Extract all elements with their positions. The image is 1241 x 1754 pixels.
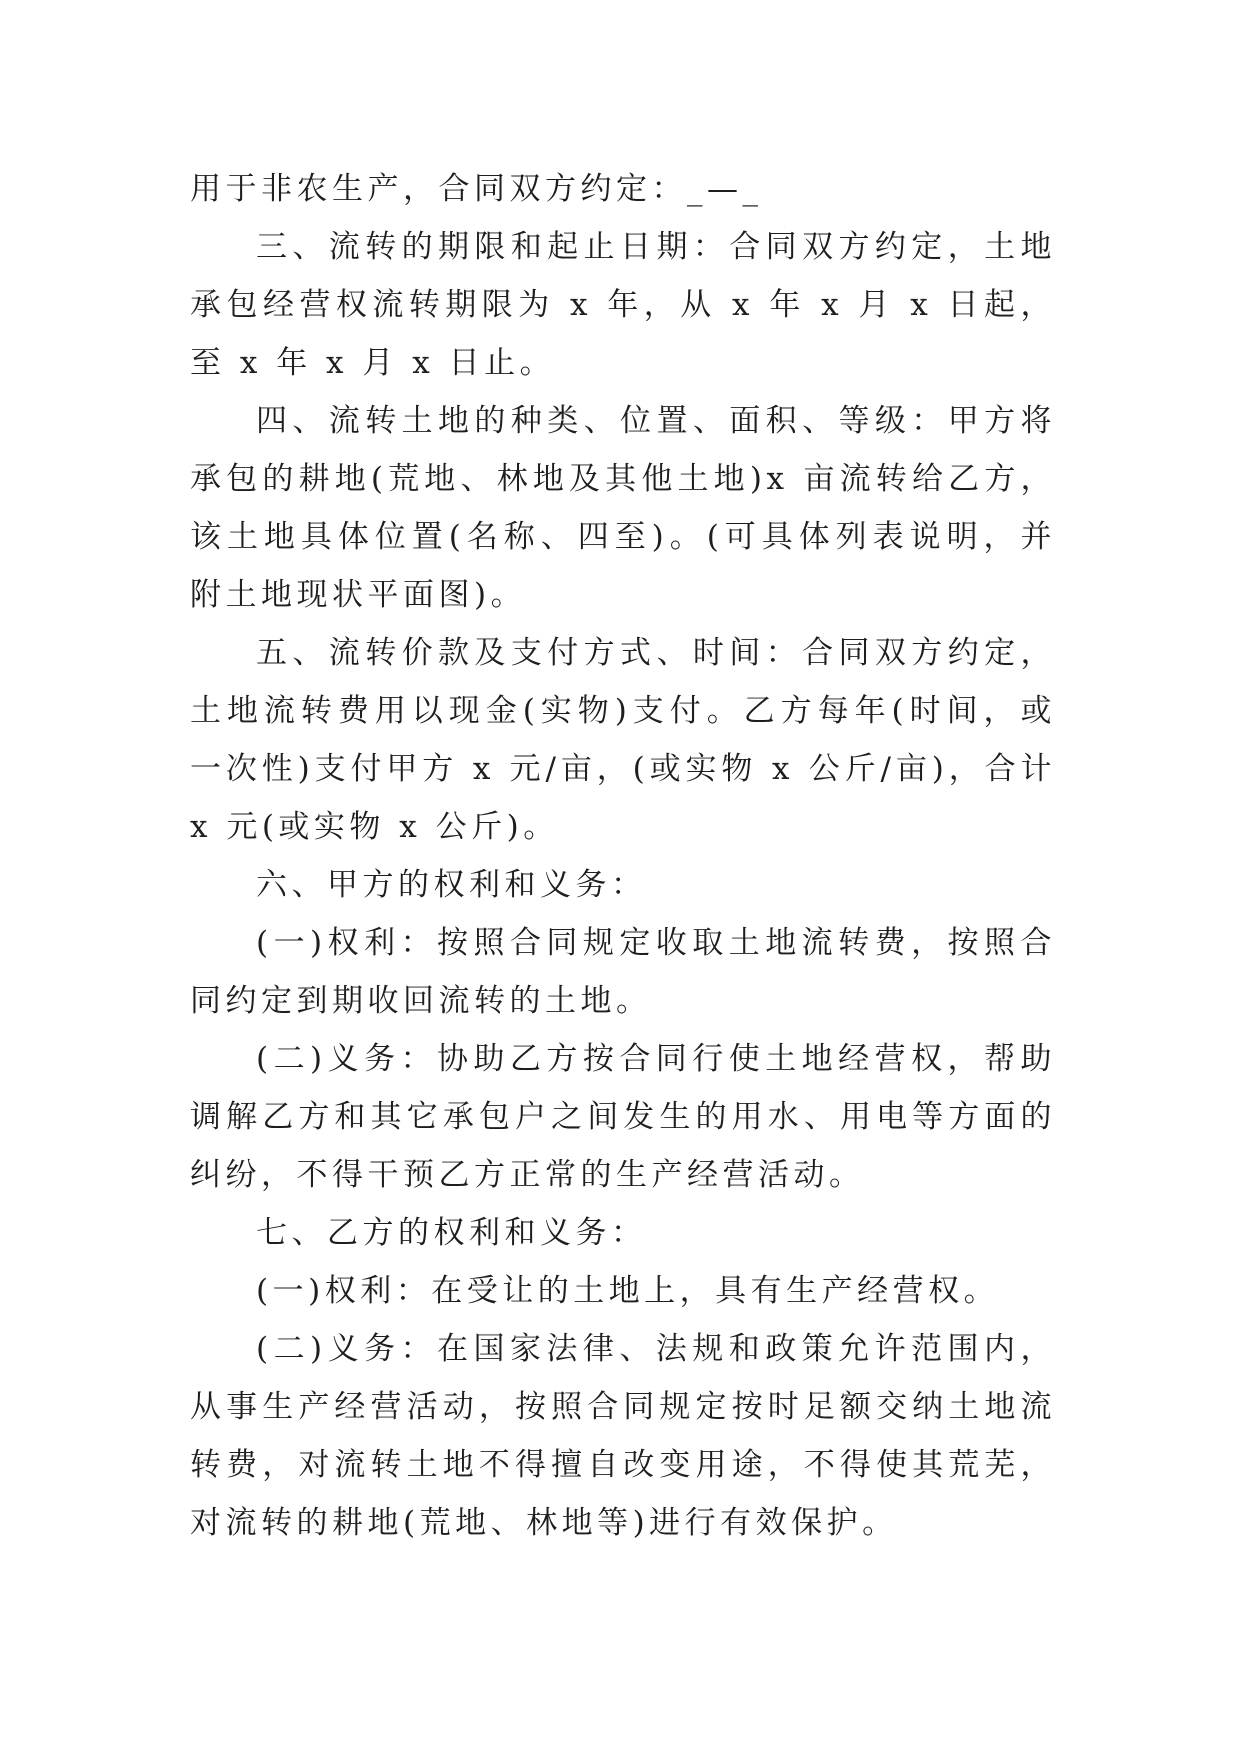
paragraph-party-b-heading: 七、乙方的权利和义务： (256, 1215, 647, 1251)
paragraph-1: 用于非农生产，合同双方约定：_—_ (190, 171, 763, 207)
paragraph-payment: 五、流转价款及支付方式、时间：合同双方约定，土地流转费用以现金(实物)支付。乙方每年(时间，或一次性)支付甲方 x 元/亩，(或实物 x 公斤/亩)，合计 x 元(或实物 x 公斤)。 (190, 635, 1056, 845)
paragraph-term-dates: 三、流转的期限和起止日期：合同双方约定，土地承包经营权流转期限为 x 年，从 x 年 x 月 x 日起，至 x 年 x 月 x 日止。 (190, 229, 1056, 381)
paragraph-party-a-rights: (一)权利：按照合同规定收取土地流转费，按照合同约定到期收回流转的土地。 (190, 925, 1056, 1019)
paragraph-party-a-heading: 六、甲方的权利和义务： (256, 867, 647, 903)
contract-body (190, 160, 1056, 1552)
paragraph-party-a-duties: (二)义务：协助乙方按合同行使土地经营权，帮助调解乙方和其它承包户之间发生的用水、用电等方面的纠纷，不得干预乙方正常的生产经营活动。 (190, 1041, 1056, 1193)
paragraph-party-b-rights: (一)权利：在受让的土地上，具有生产经营权。 (256, 1273, 1000, 1309)
paragraph-party-b-duties: (二)义务：在国家法律、法规和政策允许范围内，从事生产经营活动，按照合同规定按时足额交纳土地流转费，对流转土地不得擅自改变用途，不得使其荒芜，对流转的耕地(荒地、林地等)进行有效保护。 (190, 1331, 1056, 1541)
paragraph-land-type: 四、流转土地的种类、位置、面积、等级：甲方将承包的耕地(荒地、林地及其他土地)x 亩流转给乙方，该土地具体位置(名称、四至)。(可具体列表说明，并附土地现状平面图)。 (190, 403, 1056, 613)
